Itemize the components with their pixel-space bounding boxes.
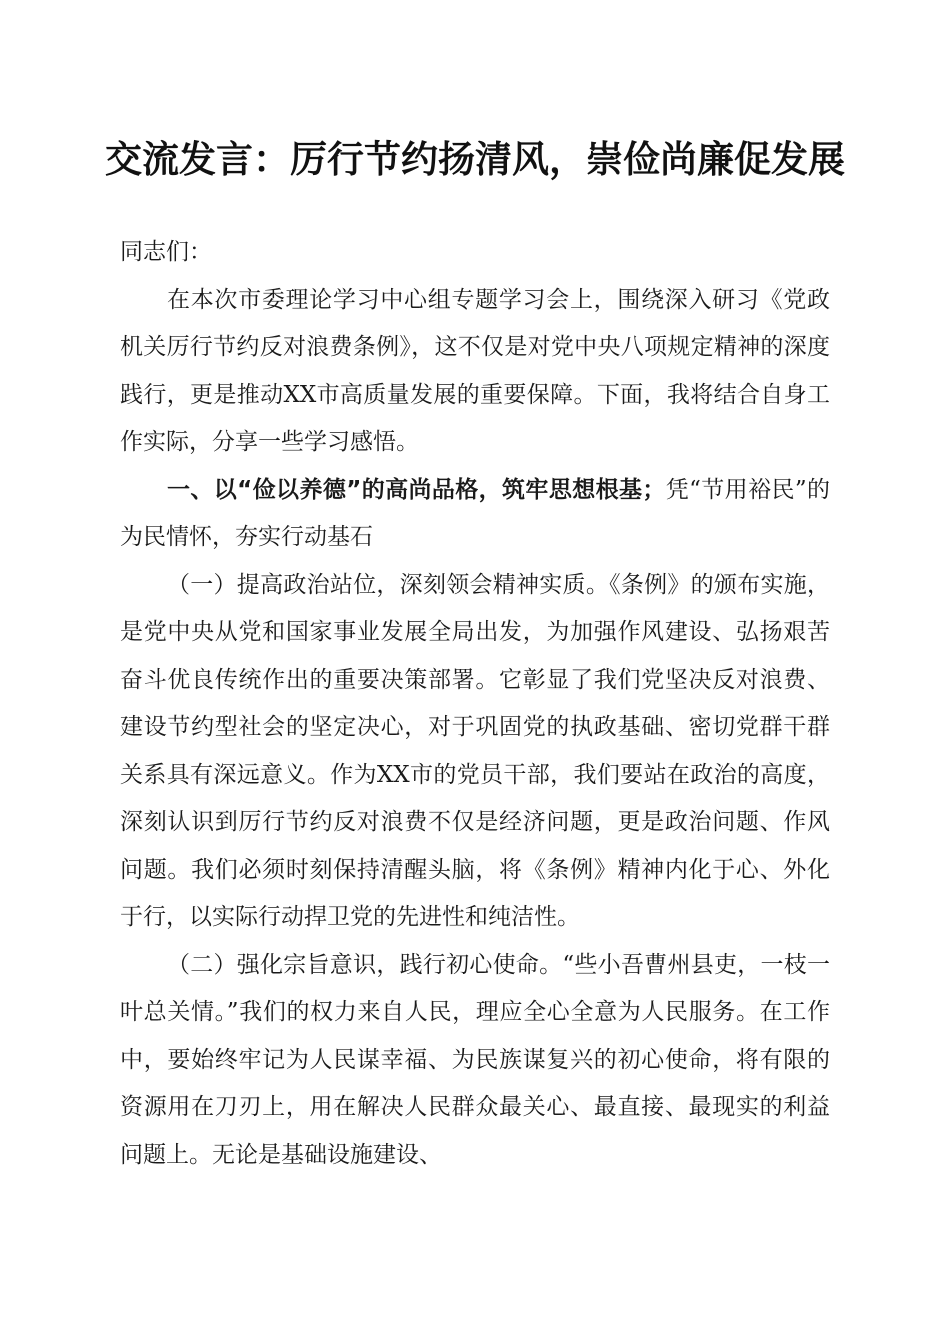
greeting-line: 同志们：: [120, 239, 212, 265]
section-1-heading-bold: 一、以“俭以养德”的高尚品格，筑牢思想根基；: [167, 476, 666, 503]
section-1-heading-rest: 凭“节用裕民”的为民情怀，夯实行动基石: [120, 476, 830, 550]
document-body: [120, 229, 830, 1179]
subsection-1-paragraph: （一）提高政治站位，深刻领会精神实质。《条例》的颁布实施，是党中央从党和国家事业发展全局出发，为加强作风建设、弘扬艰苦奋斗优良传统作出的重要决策部署。它彰显了我们党坚决反对浪费、建设节约型社会的坚定决心，对于巩固党的执政基础、密切党群干群关系具有深远意义。作为XX市的党员干部，我们要站在政治的高度，深刻认识到厉行节约反对浪费不仅是经济问题，更是政治问题、作风问题。我们必须时刻保持清醒头脑，将《条例》精神内化于心、外化于行，以实际行动捍卫党的先进性和纯洁性。: [120, 571, 830, 930]
subsection-2-paragraph: （二）强化宗旨意识，践行初心使命。“些小吾曹州县吏，一枝一叶总关情。”我们的权力来自人民，理应全心全意为人民服务。在工作中，要始终牢记为人民谋幸福、为民族谋复兴的初心使命，将有限的资源用在刀刃上，用在解决人民群众最关心、最直接、最现实的利益问题上。无论是基础设施建设、: [120, 951, 830, 1168]
intro-paragraph: 在本次市委理论学习中心组专题学习会上，围绕深入研习《党政机关厉行节约反对浪费条例》，这不仅是对党中央八项规定精神的深度践行，更是推动XX市高质量发展的重要保障。下面，我将结合自身工作实际，分享一些学习感悟。: [120, 286, 830, 455]
document-title: 交流发言：厉行节约扬清风，崇俭尚廉促发展: [105, 137, 845, 181]
section-1-heading: [120, 467, 830, 562]
